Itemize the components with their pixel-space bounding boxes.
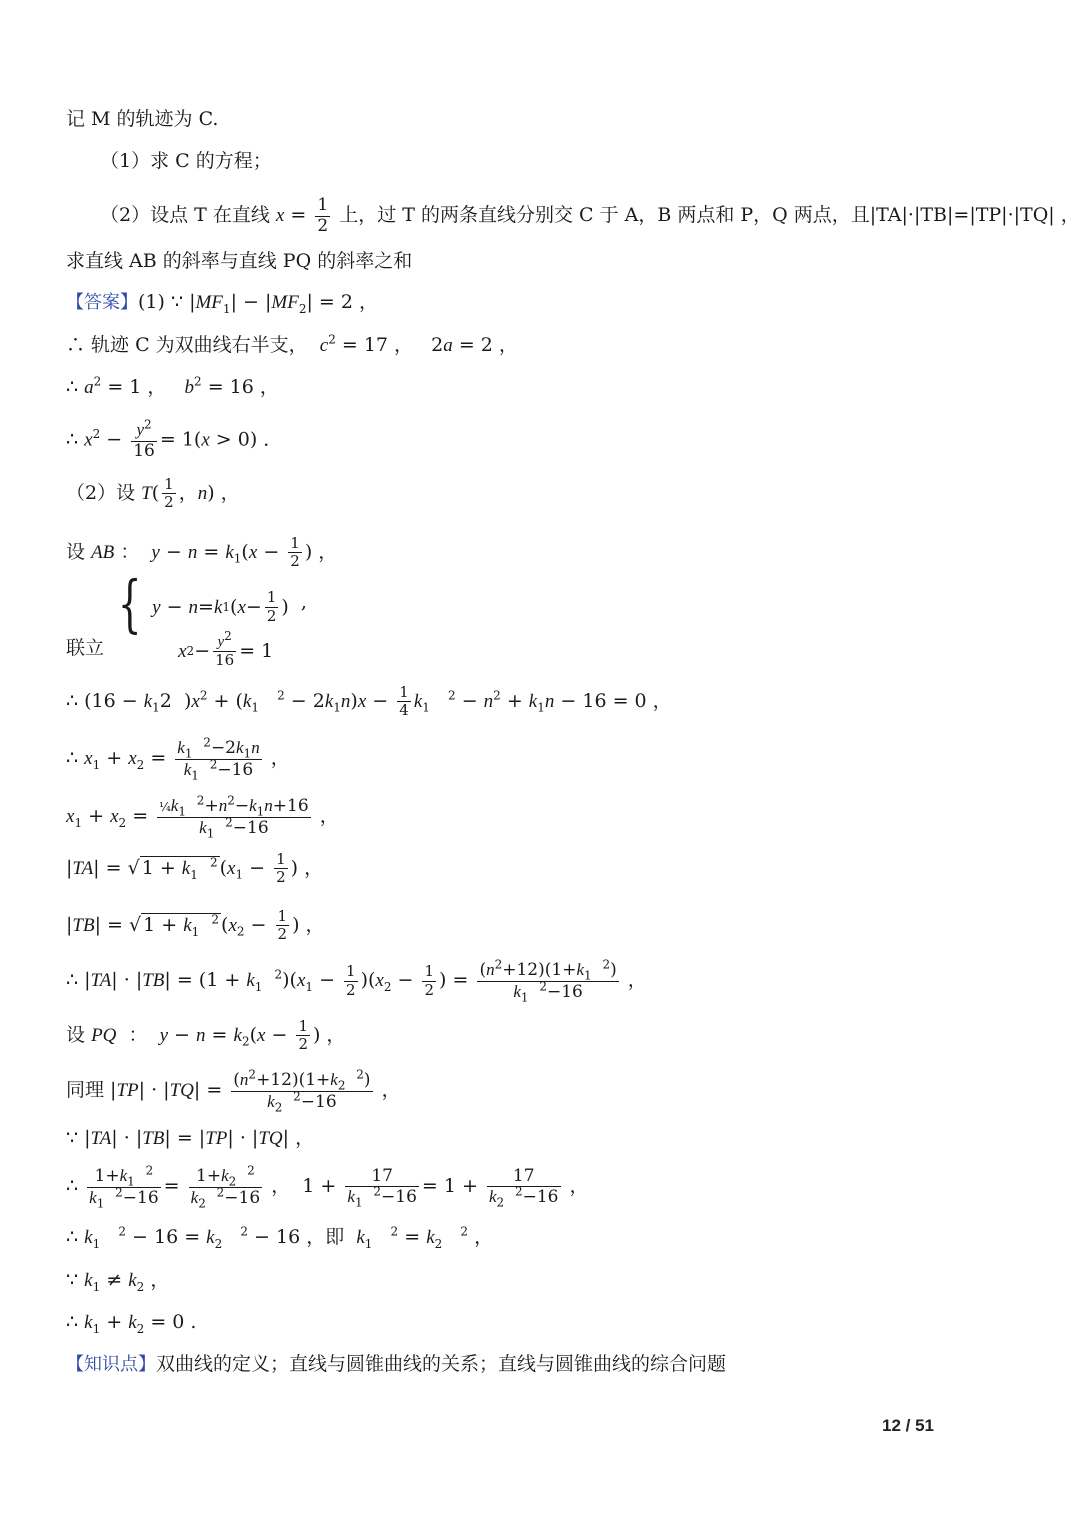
answer-line-3: ∴ $a^2 = 1$ ， $b^2 = 16$ ，	[66, 374, 279, 398]
answer-line-8: ∴ ($16 - k_12$ )$x^2 + (k_1$ $^2 - 2k_1n)x$ − $\frac{1}{4}$ $k_1$ $^2 - n^2 + k_1n - 16 = 0$ ，	[66, 683, 672, 720]
answer-line-17: ∴ $\frac{1+k_1 ^2}{k_1 ^2-16}$ = $\frac{1+k_2 ^2}{k_2 ^2-16}$ ， 1 + $\frac{17}{k_1 ^2-16}$ = 1 + $\frac{17}{k_2 ^2-16}$ ，	[66, 1163, 589, 1210]
answer-line-10: $x_1 + x_2$ = $\frac{\frac{1}{4}k_1 ^2+n^2-k_1n+16}{k_1 ^2-16}$ ，	[66, 793, 339, 840]
answer-line-13: ∴ $|TA| \cdot |TB| = (1 + k_1$ $^2)(x_1$ − $\frac{1}{2}$ )($x_2$ − $\frac{1}{2}$ ) = $\frac{(n^2+12)(1+k_1 ^2)}{k_1 ^2-16}$ ，	[66, 957, 647, 1004]
answer-line-5: （2）设 T( $\frac{1}{2}$ ，n) ，	[66, 475, 240, 512]
answer-line-2: ∴ 轨迹 C 为双曲线右半支， $c^2 = 17$ ， 2a = 2 ，	[66, 332, 518, 356]
answer-line-6: 设 AB ： $y - n = k_1(x$ − $\frac{1}{2}$ ) ，	[66, 534, 338, 571]
knowledge-tag: 【知识点】	[66, 1354, 156, 1375]
answer-line-1: 【答案】(1) ∵ $|MF_1| - |MF_2| = 2$ ，	[66, 291, 378, 316]
answer-line-20: ∴ $k_1 + k_2 = 0$ .	[66, 1311, 197, 1336]
text-line-3: （2）设点 T 在直线 x = $\frac{1}{2}$ 上，过 T 的两条直线分别交 C 于 A，B 两点和 P，Q 两点，且|TA|·|TB|=|TP|·|TQ| ，	[100, 195, 1080, 236]
page-number: 12 / 51	[882, 1416, 934, 1435]
knowledge-line	[66, 1355, 726, 1374]
text-line-1: 记 M 的轨迹为 C.	[66, 108, 219, 130]
text-line-4: 求直线 AB 的斜率与直线 PQ 的斜率之和	[66, 250, 413, 272]
answer-line-4: ∴ $x^2$ − $\frac{y^2}{16}$ = 1(x > 0) ．	[66, 417, 283, 461]
answer-line-15: 同理 |TP| · |TQ| = $\frac{(n^2+12)(1+k_2 ^2)}{k_2 ^2-16}$ ，	[66, 1067, 401, 1114]
answer-line-16: ∵ |TA| · |TB| = |TP| · |TQ| ，	[66, 1127, 315, 1149]
answer-line-7: 联立 { y − n = k 1 ( x − $\frac{1}{2}$ ) x 2 − $\frac{y^2}{16}$ = 1 ,	[66, 567, 307, 669]
answer-line-14: 设 PQ ： $y - n = k_2(x$ − $\frac{1}{2}$ ) ，	[66, 1017, 346, 1054]
answer-line-19: ∵ $k_1 \ne k_2$ ，	[66, 1269, 170, 1294]
answer-line-18: ∴ $k_1$ $^2 - 16 = k_2$ $^2$ − 16 ，即 $k_1$ $^2 = k_2$ $^2$ ，	[66, 1224, 494, 1251]
answer-line-12: |TB| = √ $1 + k_1$ $^2$ ($x_2$ − $\frac{1}{2}$ ) ，	[66, 907, 325, 944]
answer-tag: 【答案】	[66, 292, 138, 313]
answer-line-9: ∴ $x_1 + x_2$ = $\frac{k_1 ^2-2k_1n}{k_1 ^2-16}$ ，	[66, 735, 290, 782]
answer-line-11: |TA| = √ $1 + k_1$ $^2$ ($x_1$ − $\frac{1}{2}$ ) ，	[66, 850, 324, 887]
knowledge-text: 双曲线的定义；直线与圆锥曲线的关系；直线与圆锥曲线的综合问题	[156, 1353, 727, 1375]
text-line-2: （1）求 C 的方程；	[100, 150, 272, 172]
